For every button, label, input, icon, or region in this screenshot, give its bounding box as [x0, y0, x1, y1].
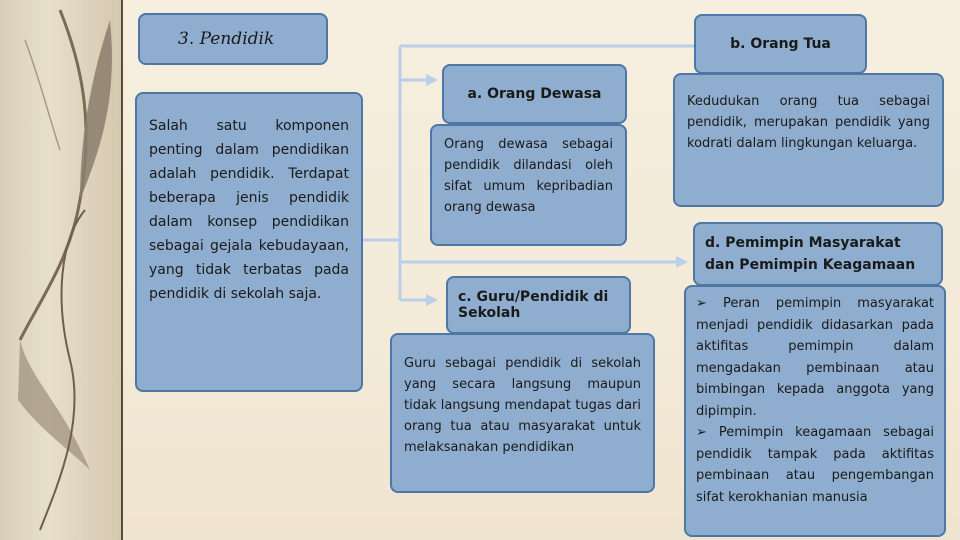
- branch-b-body-box: [673, 73, 944, 207]
- branch-a-title-box: [442, 64, 627, 124]
- branch-c-text: Guru sebagai pendidik di sekolah yang secara langsung maupun tidak langsung mendapat tugas dari orang tua atau masyarakat untuk melaksanakan pendidikan: [404, 356, 641, 455]
- branch-d-title: d. Pemimpin Masyarakat dan Pemimpin Keagamaan: [705, 235, 916, 273]
- intro-box: [135, 92, 363, 392]
- branch-c-title-box: [446, 276, 631, 334]
- branch-b-text: Kedudukan orang tua sebagai pendidik, merupakan pendidik yang kodrati dalam lingkungan keluarga.: [687, 94, 930, 151]
- branch-d-title-box: [693, 222, 943, 286]
- branch-b-title-box: [694, 14, 867, 74]
- branch-c-body-box: [390, 333, 655, 493]
- arrow-bullet-icon: ➢: [696, 425, 719, 440]
- heading-box: [138, 13, 328, 65]
- branch-a-body-box: [430, 124, 627, 246]
- branch-c-title: c. Guru/Pendidik di Sekolah: [458, 289, 609, 321]
- branch-a-text: Orang dewasa sebagai pendidik dilandasi oleh sifat umum kepribadian orang dewasa: [444, 137, 613, 215]
- branch-d-point-1-text: Peran pemimpin masyarakat menjadi pendidik didasarkan pada aktifitas pemimpin dalam mengadakan pembinaan atau bimbingan kepada anggota yang dipimpin.: [696, 296, 935, 419]
- page-title: 3. Pendidik: [178, 29, 275, 49]
- branch-a-title: a. Orang Dewasa: [467, 86, 602, 102]
- branch-d-point-2: [696, 422, 934, 508]
- arrow-bullet-icon: ➢: [696, 296, 723, 311]
- intro-text: Salah satu komponen penting dalam pendidikan adalah pendidik. Terdapat beberapa jenis pendidik dalam konsep pendidikan sebagai gejala kebudayaan, yang tidak terbatas pada pendidik di sekolah saja.: [149, 118, 349, 302]
- branch-b-title: b. Orang Tua: [730, 36, 831, 52]
- branch-d-body-box: [684, 285, 946, 537]
- branch-d-point-2-text: Pemimpin keagamaan sebagai pendidik tampak pada aktifitas pembinaan atau pengembangan sifat kerokhanian manusia: [696, 425, 934, 505]
- branch-d-point-1: [696, 293, 934, 422]
